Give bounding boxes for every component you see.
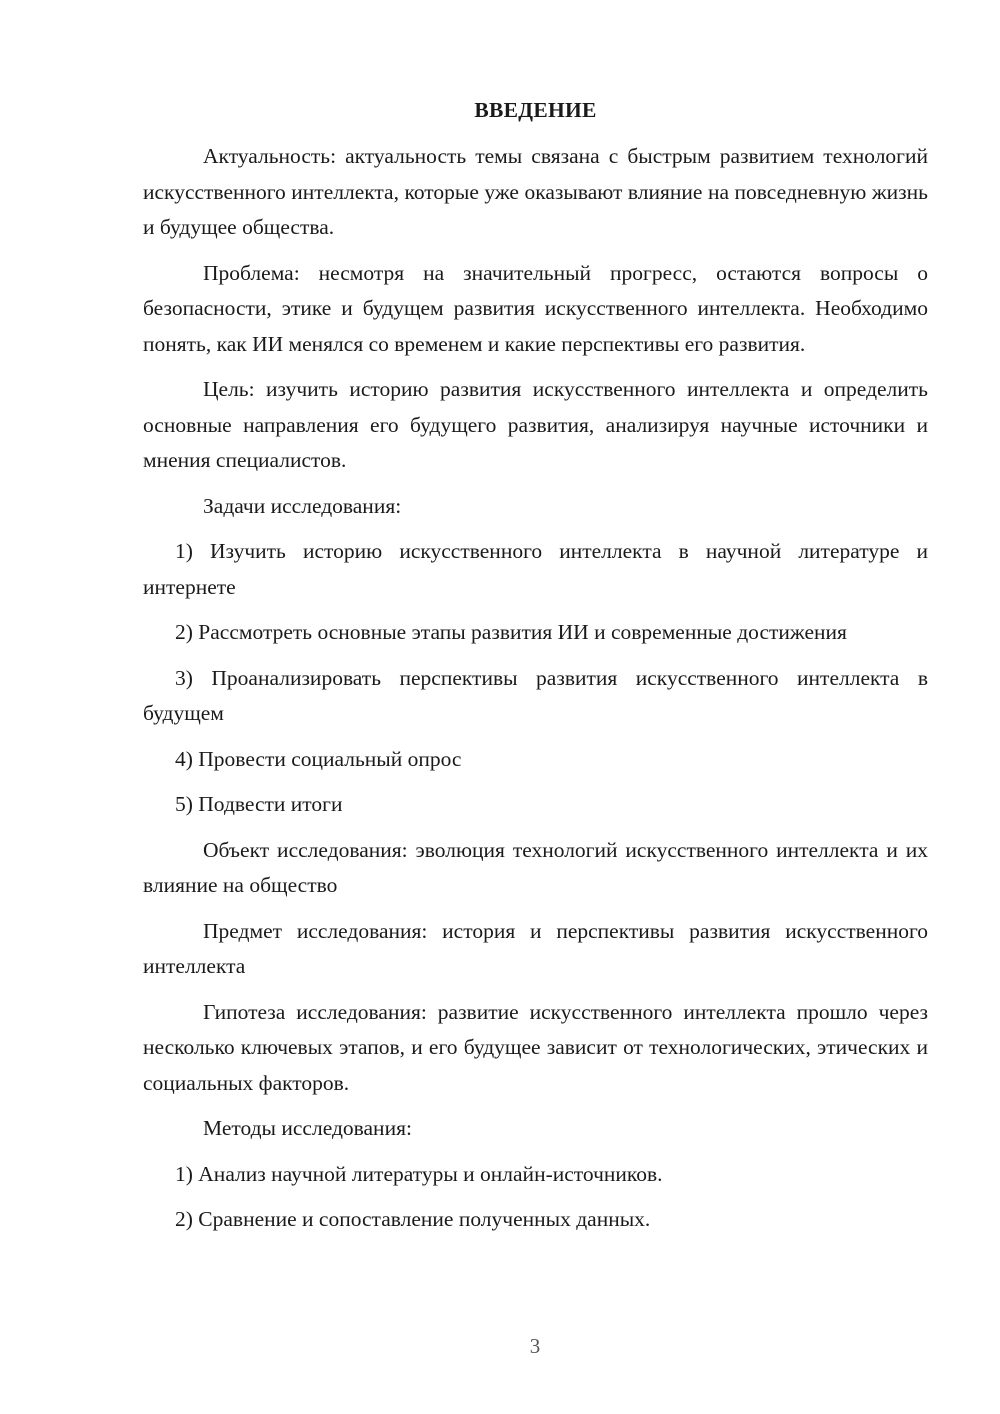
paragraph-problem: Проблема: несмотря на значительный прогресс, остаются вопросы о безопасности, этике и будущем развития искусственного интеллекта. Необходимо понять, как ИИ менялся со временем и какие перспективы его развития.: [143, 260, 928, 356]
page-number: 3: [529, 1334, 541, 1358]
document-page: [143, 95, 928, 1248]
task-item-1: 1) Изучить историю искусственного интеллекта в научной литературе и интернете: [143, 539, 928, 599]
paragraph-relevance: Актуальность: актуальность темы связана с быстрым развитием технологий искусственного интеллекта, которые уже оказывают влияние на повседневную жизнь и будущее общества.: [143, 144, 928, 239]
task-item-2: 2) Рассмотреть основные этапы развития ИИ и современные достижения: [175, 620, 847, 644]
task-item-5: 5) Подвести итоги: [175, 792, 343, 816]
paragraph-object: Объект исследования: эволюция технологий искусственного интеллекта и их влияние на общество: [143, 837, 928, 897]
methods-heading: Методы исследования:: [203, 1116, 412, 1140]
paragraph-goal: Цель: изучить историю развития искусственного интеллекта и определить основные направления его будущего развития, анализируя научные источники и мнения специалистов.: [143, 377, 928, 472]
task-item-4: 4) Провести социальный опрос: [175, 746, 462, 771]
method-item-2: 2) Сравнение и сопоставление полученных данных.: [175, 1207, 651, 1231]
method-item-1: 1) Анализ научной литературы и онлайн-источников.: [175, 1161, 663, 1186]
paragraph-hypothesis: Гипотеза исследования: развитие искусственного интеллекта прошло через несколько ключевых этапов, и его будущее зависит от технологических, этических и социальных факторов.: [143, 999, 928, 1095]
paragraph-subject: Предмет исследования: история и перспективы развития искусственного интеллекта: [143, 918, 928, 978]
tasks-heading: Задачи исследования:: [203, 493, 402, 518]
section-title: ВВЕДЕНИЕ: [474, 98, 597, 122]
task-item-3: 3) Проанализировать перспективы развития искусственного интеллекта в будущем: [143, 665, 928, 725]
